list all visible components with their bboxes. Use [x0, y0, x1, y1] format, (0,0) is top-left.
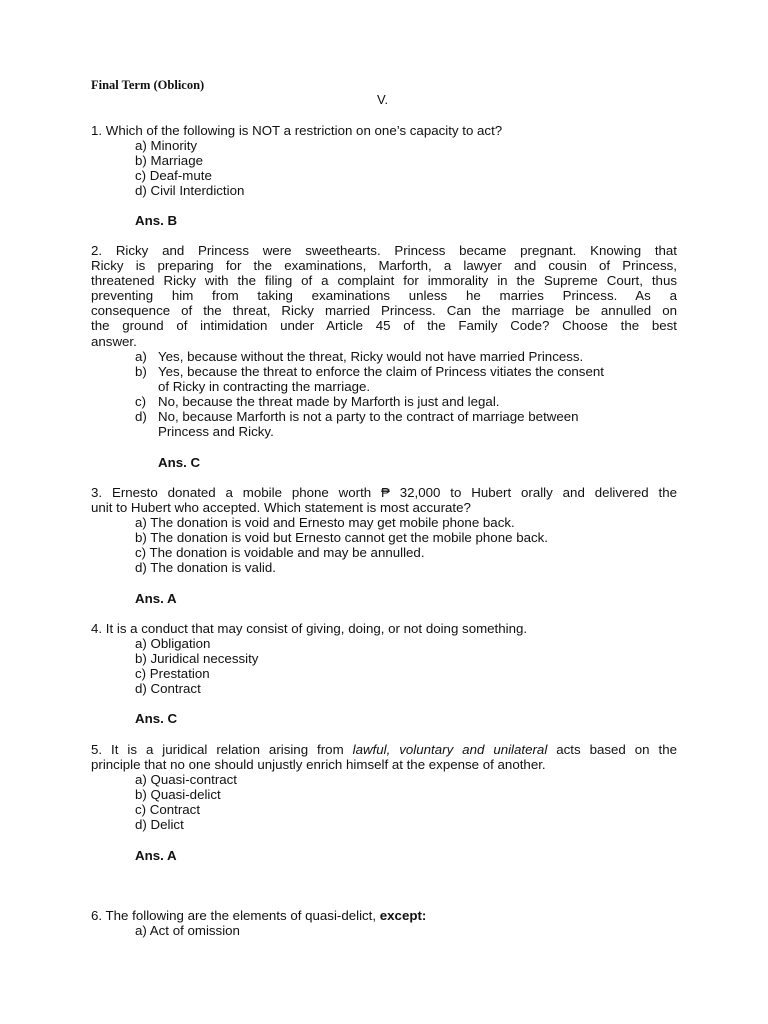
q5-text-before: 5. It is a juridical relation arising from: [91, 742, 353, 757]
q5-line-1: [91, 742, 677, 757]
question-3-text: [91, 485, 677, 515]
q2-line: threatened Ricky with the filing of a complaint for immorality in the Supreme Court, thus: [91, 273, 677, 289]
q3-option-d: d) The donation is valid.: [135, 560, 276, 575]
q6-text: 6. The following are the elements of quasi-delict,: [91, 908, 380, 923]
q1-option-c: c) Deaf-mute: [135, 168, 212, 183]
section-number: V.: [377, 92, 389, 107]
option-text: Princess and Ricky.: [158, 424, 274, 440]
question-5-text: [91, 742, 677, 772]
q2-answer: Ans. C: [158, 455, 201, 470]
q2-line: 2. Ricky and Princess were sweethearts. Princess became pregnant. Knowing that: [91, 243, 677, 258]
option-label: c): [135, 394, 147, 410]
q4-answer: Ans. C: [135, 711, 178, 726]
option-text: Yes, because the threat to enforce the claim of Princess vitiates the consent: [158, 364, 604, 380]
question-6-text: [91, 908, 426, 923]
q1-answer: Ans. B: [135, 213, 178, 228]
option-text: No, because the threat made by Marforth is just and legal.: [158, 394, 500, 410]
q2-line: the ground of intimidation under Article 45 of the Family Code? Choose the best: [91, 318, 677, 334]
q1-option-a: a) Minority: [135, 138, 198, 153]
q5-italic-text: lawful, voluntary and unilateral: [352, 742, 548, 757]
q2-option-c: [135, 394, 675, 409]
q5-option-b: b) Quasi-delict: [135, 787, 221, 802]
q3-option-c: c) The donation is voidable and may be annulled.: [135, 545, 425, 560]
q4-option-c: c) Prestation: [135, 666, 210, 681]
q5-text-after: acts based on the: [547, 742, 678, 757]
q4-option-a: a) Obligation: [135, 636, 211, 651]
q2-option-d-continued: [135, 424, 675, 439]
q5-option-a: a) Quasi-contract: [135, 772, 237, 787]
q5-answer: Ans. A: [135, 848, 177, 863]
q3-option-a: a) The donation is void and Ernesto may get mobile phone back.: [135, 515, 515, 530]
q4-option-b: b) Juridical necessity: [135, 651, 259, 666]
q5-line-2: principle that no one should unjustly enrich himself at the expense of another.: [91, 757, 546, 773]
option-text: No, because Marforth is not a party to the contract of marriage between: [158, 409, 579, 425]
q4-option-d: d) Contract: [135, 681, 201, 696]
q1-option-d: d) Civil Interdiction: [135, 183, 245, 198]
option-label: a): [135, 349, 147, 364]
question-4-text: 4. It is a conduct that may consist of giving, doing, or not doing something.: [91, 621, 528, 636]
q2-options: [135, 349, 675, 440]
q3-option-b: b) The donation is void but Ernesto cannot get the mobile phone back.: [135, 530, 548, 545]
question-2-text: [91, 243, 677, 349]
q3-answer: Ans. A: [135, 591, 177, 606]
q2-line: Ricky is preparing for the examinations, Marforth, a lawyer and cousin of Princess,: [91, 258, 677, 274]
option-text: Yes, because without the threat, Ricky would not have married Princess.: [158, 349, 584, 364]
q5-option-c: c) Contract: [135, 802, 201, 817]
document-title: Final Term (Oblicon): [91, 78, 205, 92]
q1-option-b: b) Marriage: [135, 153, 203, 168]
q2-option-a: [135, 349, 675, 364]
option-label: d): [135, 409, 147, 425]
q3-line: 3. Ernesto donated a mobile phone worth ₱ 32,000 to Hubert orally and delivered the: [91, 485, 677, 500]
question-1-text: 1. Which of the following is NOT a restriction on one’s capacity to act?: [91, 123, 503, 138]
q3-line: unit to Hubert who accepted. Which statement is most accurate?: [91, 500, 471, 516]
q2-line: answer.: [91, 333, 137, 349]
q2-line: consequence of the threat, Ricky married Princess. Can the marriage be annulled on: [91, 303, 677, 319]
q2-option-d: [135, 409, 675, 424]
q2-option-b-continued: [135, 379, 675, 394]
option-text: of Ricky in contracting the marriage.: [158, 379, 371, 395]
q2-line: preventing him from taking examinations unless he marries Princess. As a: [91, 288, 677, 304]
q5-option-d: d) Delict: [135, 817, 184, 832]
q6-option-a: a) Act of omission: [135, 923, 240, 938]
q2-option-b: [135, 364, 675, 379]
q6-bold-text: except:: [379, 908, 427, 923]
option-label: b): [135, 364, 147, 380]
